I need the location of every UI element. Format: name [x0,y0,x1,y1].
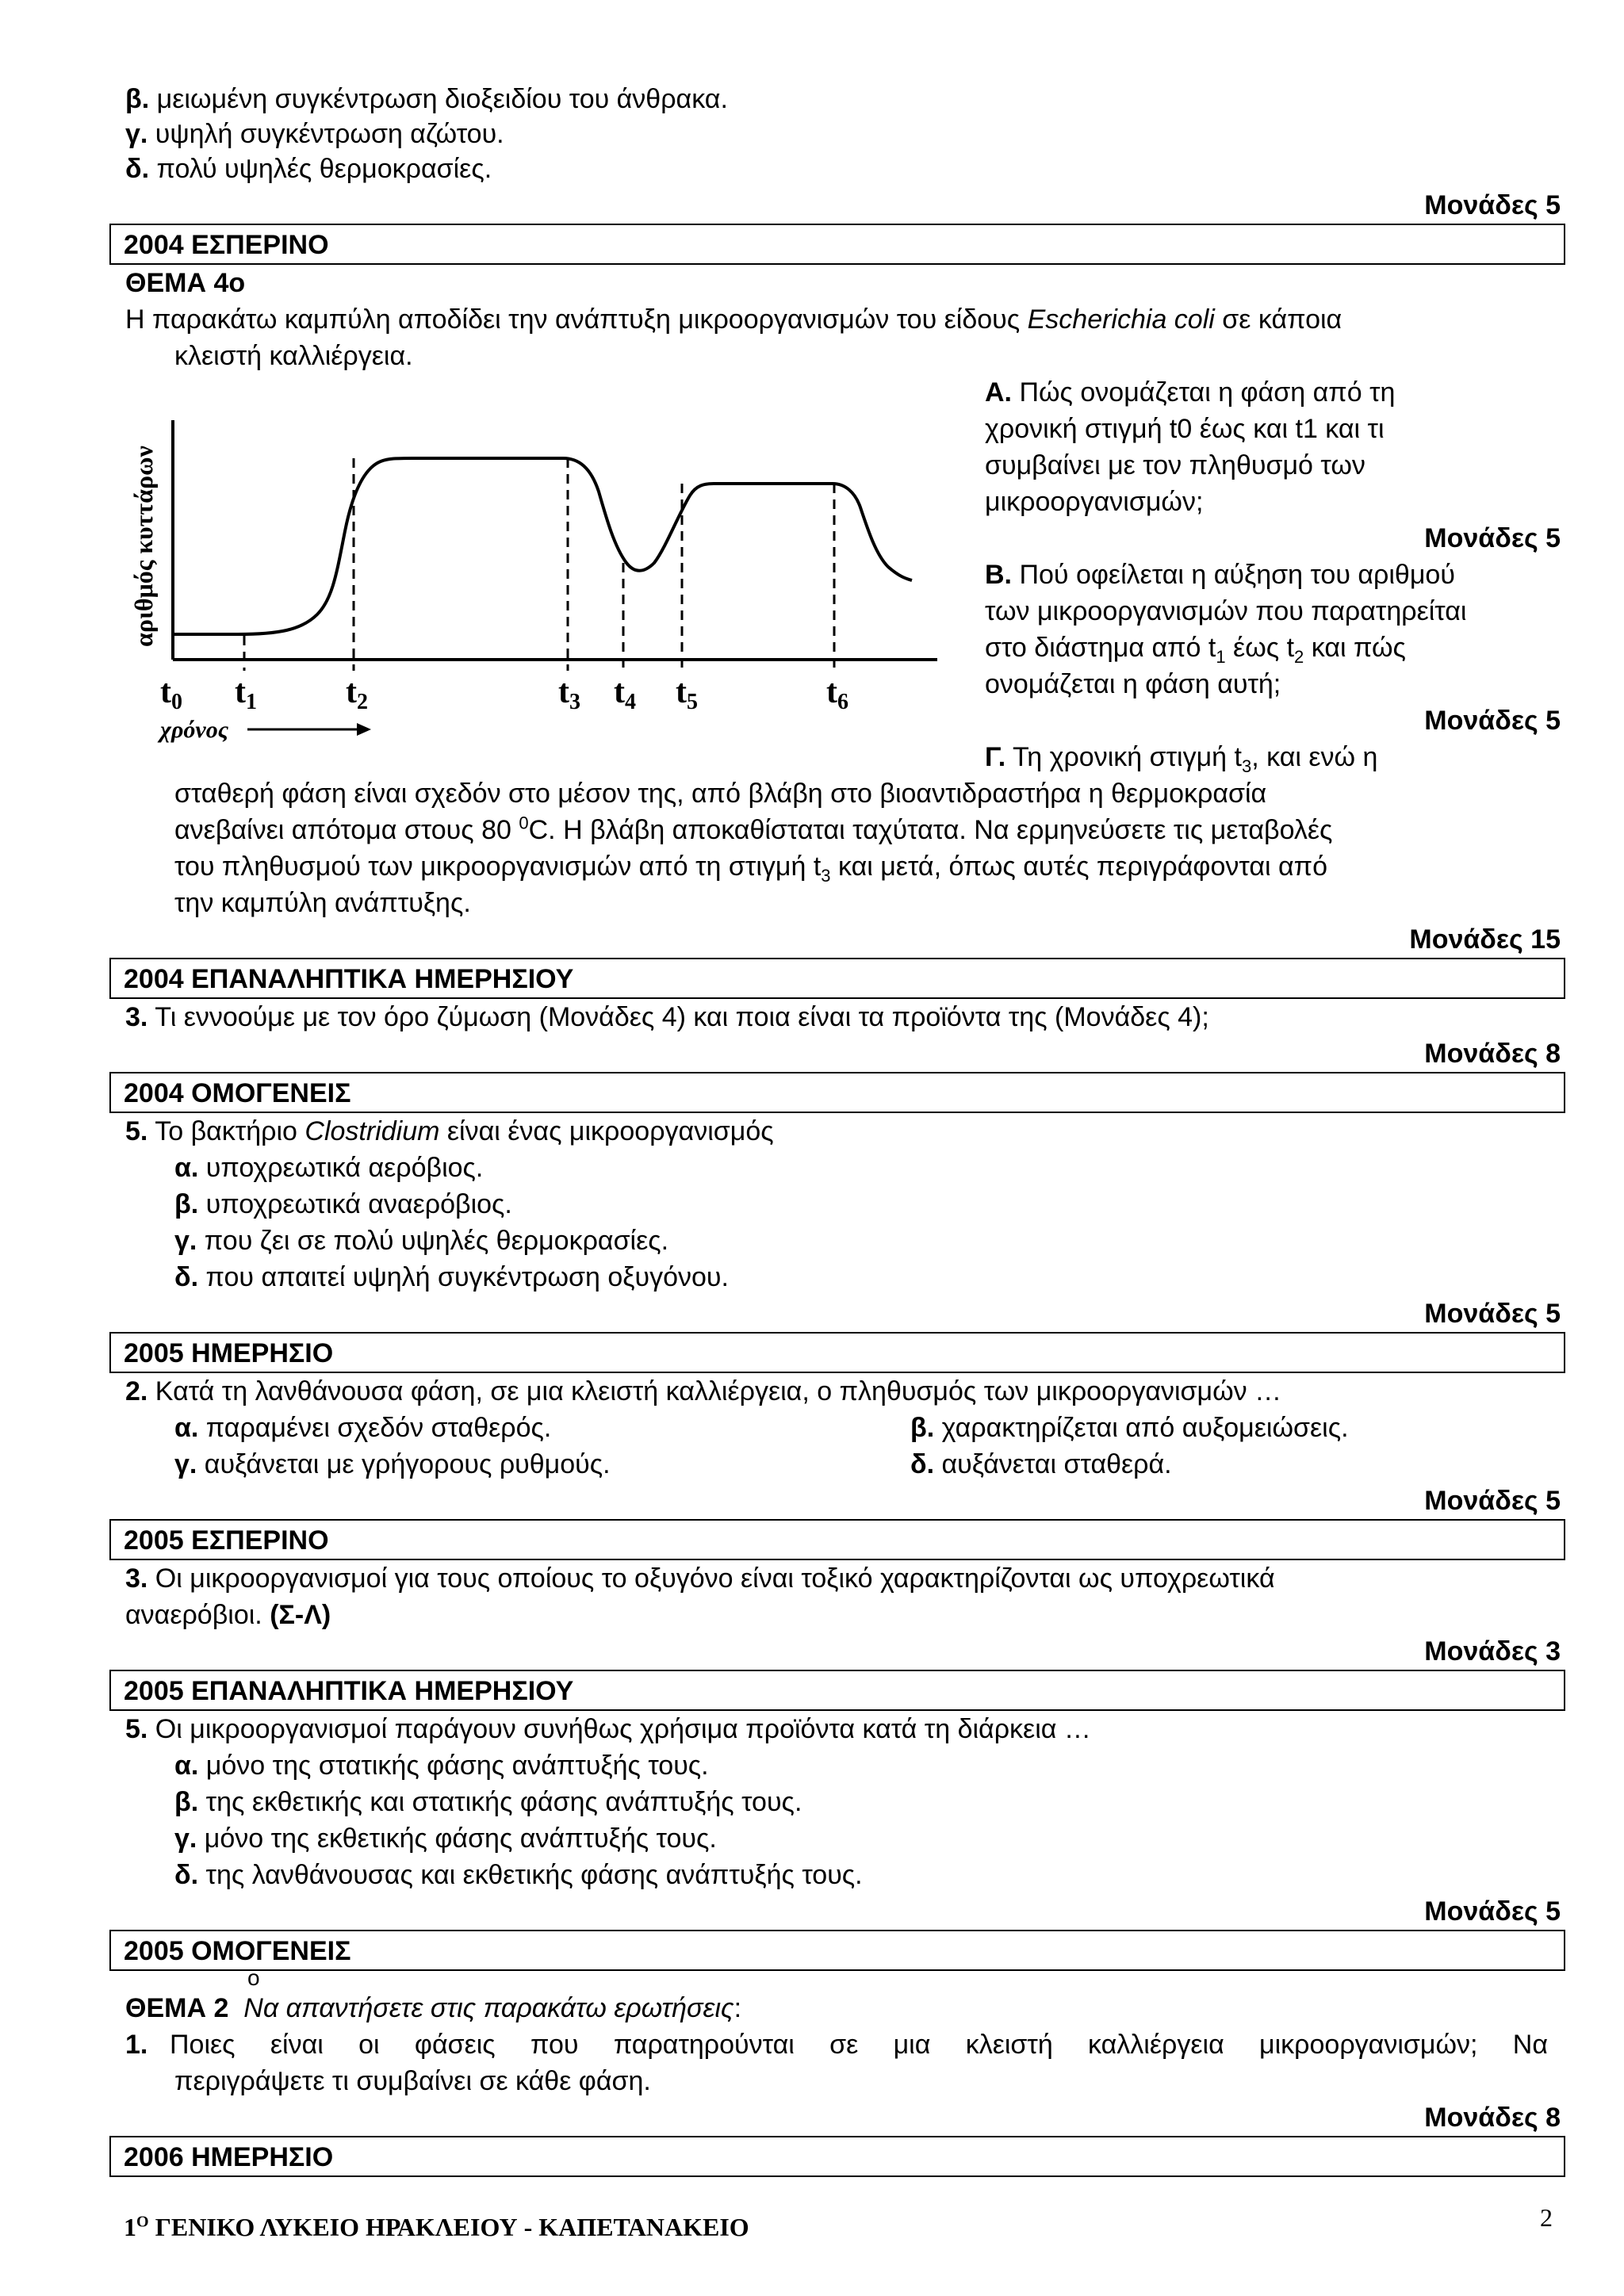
subquestion-c-line2: σταθερή φάση είναι σχεδόν στο μέσον της, από βλάβη στο βιοαντιδραστήρα η θερμοκρασία [174,779,1267,809]
page-number: 2 [1540,2203,1553,2232]
section-header: 2004 ΕΣΠΕΡΙΝΟ [109,224,1565,265]
question-lag-phase: 2. Κατά τη λανθάνουσα φάση, σε μια κλειστή καλλιέργεια, ο πληθυσμός των μικροοργανισμών … [125,1376,1282,1406]
section-header: 2006 ΗΜΕΡΗΣΙΟ [109,2136,1565,2177]
points-label: Μονάδες 5 [1424,190,1561,220]
points-label: Μονάδες 8 [1424,2103,1561,2133]
growth-curve-graph [119,404,944,753]
tick-label-t1: t1 [235,674,257,714]
x-axis-arrow-head [357,723,371,736]
question-phases-line1: Ποιες είναι οι φάσεις που παρατηρούνται σε μια κλειστή καλλιέργεια μικροοργανισμών; Να [170,2030,1548,2060]
subquestion-b-line2: των μικροοργανισμών που παρατηρείται [985,596,1467,626]
tick-label-t3: t3 [558,674,580,714]
question-anaerobes: 3. Οι μικροοργανισμοί για τους οποίους το οξυγόνο είναι τοξικό χαρακτηρίζονται ως υποχρεωτικά [125,1563,1275,1594]
section-header: 2005 ΗΜΕΡΗΣΙΟ [109,1332,1565,1373]
points-label: Μονάδες 5 [1424,1299,1561,1329]
tick-label-t6: t6 [826,674,848,714]
question-clostridium: 5. Το βακτήριο Clostridium είναι ένας μικροοργανισμός [125,1116,774,1146]
subquestion-c-line5: την καμπύλη ανάπτυξης. [174,888,471,918]
subquestion-b-line3: στο διάστημα από $t_1$ έως $t_2$ και πώς [985,633,1406,667]
question-phases-line2: περιγράψετε τι συμβαίνει σε κάθε φάση. [174,2066,651,2096]
y-axis-label: αριθμός κυττάρων [129,446,158,647]
tick-label-t2: t2 [346,674,368,714]
points-label: Μονάδες 8 [1424,1039,1561,1069]
option-delta: δ. αυξάνεται σταθερά. [910,1449,1172,1479]
subquestion-c: Γ. Τη χρονική στιγμή $t_3$, και ενώ η [985,742,1378,776]
topic-heading: ΘΕΜΑ 4ο [125,268,246,298]
option-gamma: γ. που ζει σε πολύ υψηλές θερμοκρασίες. [174,1226,669,1256]
section-header: 2004 ΟΜΟΓΕΝΕΙΣ [109,1072,1565,1113]
section-header: 2004 ΕΠΑΝΑΛΗΠΤΙΚΑ ΗΜΕΡΗΣΙΟΥ [109,958,1565,999]
question-number: 1. [125,2030,148,2060]
growth-curve [174,458,912,634]
topic-heading: ΘΕΜΑ 2 Να απαντήσετε στις παρακάτω ερωτήσεις: [125,1993,742,2023]
topic-superscript: ο [247,1965,260,1990]
subquestion-a-line4: μικροοργανισμών; [985,487,1204,517]
points-label: Μονάδες 5 [1424,1486,1561,1516]
tick-label-t4: t4 [614,674,636,714]
option-gamma: γ. μόνο της εκθετικής φάσης ανάπτυξής τους. [174,1823,717,1854]
subquestion-b-line4: ονομάζεται η φάση αυτή; [985,669,1281,699]
question-intro-cont: κλειστή καλλιέργεια. [174,341,413,371]
points-label: Μονάδες 5 [1424,1896,1561,1927]
subquestion-b: Β. Πού οφείλεται η αύξηση του αριθμού [985,560,1455,590]
option-gamma: γ. υψηλή συγκέντρωση αζώτου. [125,119,504,149]
question-anaerobes-cont: αναερόβιοι. (Σ-Λ) [125,1600,331,1630]
subquestion-a-line3: συμβαίνει με τον πληθυσμό των [985,450,1365,480]
section-header: 2005 ΕΠΑΝΑΛΗΠΤΙΚΑ ΗΜΕΡΗΣΙΟΥ [109,1670,1565,1711]
tick-label-t0: t0 [160,674,182,714]
points-label: Μονάδες 5 [1424,523,1561,553]
tick-label-t5: t5 [676,674,698,714]
question-fermentation: 3. Τι εννοούμε με τον όρο ζύμωση (Μονάδες 4) και ποια είναι τα προϊόντα της (Μονάδες 4); [125,1002,1209,1032]
question-intro: Η παρακάτω καμπύλη αποδίδει την ανάπτυξη μικροοργανισμών του είδους Escherichia coli σε κάποια [125,304,1342,335]
subquestion-c-line3: ανεβαίνει απότομα στους 80 $^0$C. Η βλάβη αποκαθίσταται ταχύτατα. Να ερμηνεύσετε τις μεταβολές [174,813,1333,845]
subquestion-a-line2: χρονική στιγμή t0 έως και t1 και τι [985,414,1385,444]
option-delta: δ. που απαιτεί υψηλή συγκέντρωση οξυγόνου. [174,1262,729,1292]
option-alpha: α. παραμένει σχεδόν σταθερός. [174,1413,552,1443]
footer-school-name: $1^O$ ΓΕΝΙΚΟ ΛΥΚΕΙΟ ΗΡΑΚΛΕΙΟΥ - ΚΑΠΕΤΑΝΑΚΕΙΟ [124,2213,749,2241]
option-delta: δ. πολύ υψηλές θερμοκρασίες. [125,154,492,184]
option-beta: β. χαρακτηρίζεται από αυξομειώσεις. [910,1413,1349,1443]
section-header: 2005 ΕΣΠΕΡΙΝΟ [109,1519,1565,1560]
option-beta: β. υποχρεωτικά αναερόβιος. [174,1189,512,1219]
option-alpha: α. υποχρεωτικά αερόβιος. [174,1153,484,1183]
question-useful-products: 5. Οι μικροοργανισμοί παράγουν συνήθως χρήσιμα προϊόντα κατά τη διάρκεια … [125,1714,1091,1744]
x-axis-label: χρόνος [160,717,229,743]
option-alpha: α. μόνο της στατικής φάσης ανάπτυξής τους. [174,1751,709,1781]
points-label: Μονάδες 5 [1424,706,1561,736]
option-beta: β. μειωμένη συγκέντρωση διοξειδίου του άνθρακα. [125,84,728,114]
option-delta: δ. της λανθάνουσας και εκθετικής φάσης ανάπτυξής τους. [174,1860,863,1890]
option-beta: β. της εκθετικής και στατικής φάσης ανάπτυξής τους. [174,1787,802,1817]
points-label: Μονάδες 15 [1409,924,1561,955]
subquestion-a: Α. Πώς ονομάζεται η φάση από τη [985,377,1396,408]
section-header: 2005 ΟΜΟΓΕΝΕΙΣ [109,1930,1565,1971]
option-gamma: γ. αυξάνεται με γρήγορους ρυθμούς. [174,1449,611,1479]
points-label: Μονάδες 3 [1424,1636,1561,1667]
subquestion-c-line4: του πληθυσμού των μικροοργανισμών από τη στιγμή $t_3$ και μετά, όπως αυτές περιγράφονται από [174,851,1328,886]
